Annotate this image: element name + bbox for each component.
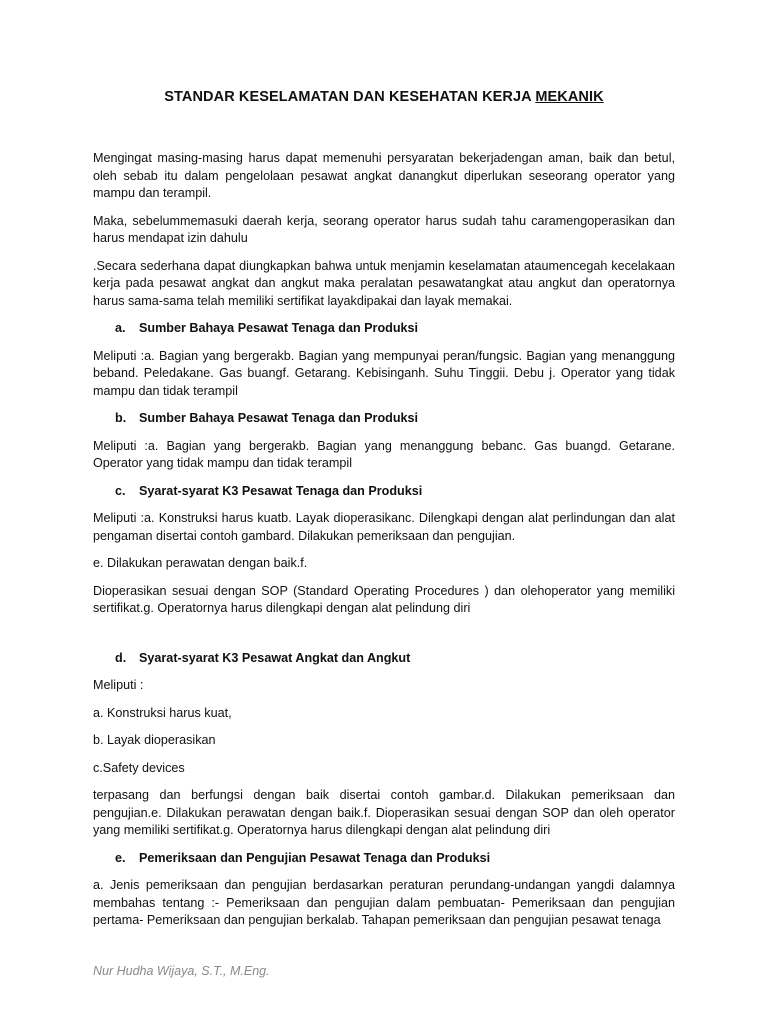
section-e-body: a. Jenis pemeriksaan dan pengujian berdasarkan peraturan perundang-undangan yangdi dalamnya membahas tentang :- Pemeriksaan dan pengujian dalam pembuatan- Pemeriksaan dan pengujian pertama- Pemeriksaan dan pengujian berkalab. Tahapan pemeriksaan dan pengujian pesawat tenaga <box>93 878 675 927</box>
section-b-title: Sumber Bahaya Pesawat Tenaga dan Produksi <box>139 411 419 425</box>
section-c-body: Meliputi :a. Konstruksi harus kuatb. Layak dioperasikanc. Dilengkapi dengan alat perlindungan dan alat pengaman disertai contoh gambard. Dilakukan pemeriksaan dan pengujian. <box>93 511 675 543</box>
intro-paragraph-3: .Secara sederhana dapat diungkapkan bahwa untuk menjamin keselamatan ataumencegah kecelakaan kerja pada pesawat angkat dan angkut maka peralatan pesawatangkat atau angkut dan operatornya harus sama-sama telah memiliki sertifikat layakdipakai dan layak memakai. <box>93 258 675 308</box>
section-d-body: terpasang dan berfungsi dengan baik disertai contoh gambar.d. Dilakukan pemeriksaan dan pengujian.e. Dilakukan perawatan dengan baik.f. Dioperasikan sesuai dengan SOP dan oleh operator yang memiliki sertifikat.g. Operatornya harus dilengkapi dengan alat pelindung diri <box>93 788 675 837</box>
section-d-letter: d. <box>115 650 127 665</box>
document-title <box>0 89 768 105</box>
section-b-heading <box>93 410 675 428</box>
footer-author: Nur Hudha Wijaya, S.T., M.Eng. <box>93 964 270 978</box>
spacer <box>93 628 675 650</box>
section-d-intro: Meliputi : <box>93 678 144 692</box>
section-d-title: Syarat-syarat K3 Pesawat Angkat dan Angkut <box>139 650 411 665</box>
section-a-letter: a. <box>115 321 126 335</box>
intro-paragraph-2: Maka, sebelummemasuki daerah kerja, seorang operator harus sudah tahu caramengoperasikan dan harus mendapat izin dahulu <box>93 213 675 245</box>
title-main: STANDAR KESELAMATAN DAN KESEHATAN KERJA <box>164 89 536 105</box>
section-b-letter: b. <box>115 411 127 425</box>
section-e-letter: e. <box>115 850 126 865</box>
section-a-title: Sumber Bahaya Pesawat Tenaga dan Produksi <box>139 321 419 335</box>
section-d-item-a: a. Konstruksi harus kuat, <box>93 705 232 720</box>
section-a-body: Meliputi :a. Bagian yang bergerakb. Bagian yang mempunyai peran/fungsic. Bagian yang menanggung beband. Peledakane. Gas buangf. Getarang. Kebisinganh. Suhu Tinggii. Debu j. Operator yang tidak mampu dan tidak terampil <box>93 348 675 398</box>
section-c-heading <box>93 483 675 501</box>
section-e-heading <box>93 850 675 868</box>
section-d-heading <box>93 650 675 668</box>
section-e-title: Pemeriksaan dan Pengujian Pesawat Tenaga dan Produksi <box>139 850 491 865</box>
section-c-letter: c. <box>115 483 126 498</box>
intro-paragraph-1: Mengingat masing-masing harus dapat memenuhi persyaratan bekerjadengan aman, baik dan betul, oleh sebab itu dalam pengelolaan pesawat angkat danangkut diperlukan seseorang operator yang mampu dan terampil. <box>93 151 675 200</box>
section-d-item-c: c.Safety devices <box>93 760 185 775</box>
section-a-heading <box>93 320 675 338</box>
section-c-body-3: Dioperasikan sesuai dengan SOP (Standard Operating Procedures ) dan olehoperator yang memiliki sertifikat.g. Operatornya harus dilengkapi dengan alat pelindung diri <box>93 583 675 615</box>
section-b-body: Meliputi :a. Bagian yang bergerakb. Bagian yang menanggung bebanc. Gas buangd. Getarane. Operator yang tidak mampu dan tidak terampil <box>93 438 675 470</box>
title-underlined: MEKANIK <box>535 89 604 105</box>
document-body <box>93 150 675 940</box>
section-d-item-b: b. Layak dioperasikan <box>93 733 216 747</box>
section-c-body-2: e. Dilakukan perawatan dengan baik.f. <box>93 556 308 570</box>
section-c-title: Syarat-syarat K3 Pesawat Tenaga dan Produksi <box>139 483 423 498</box>
